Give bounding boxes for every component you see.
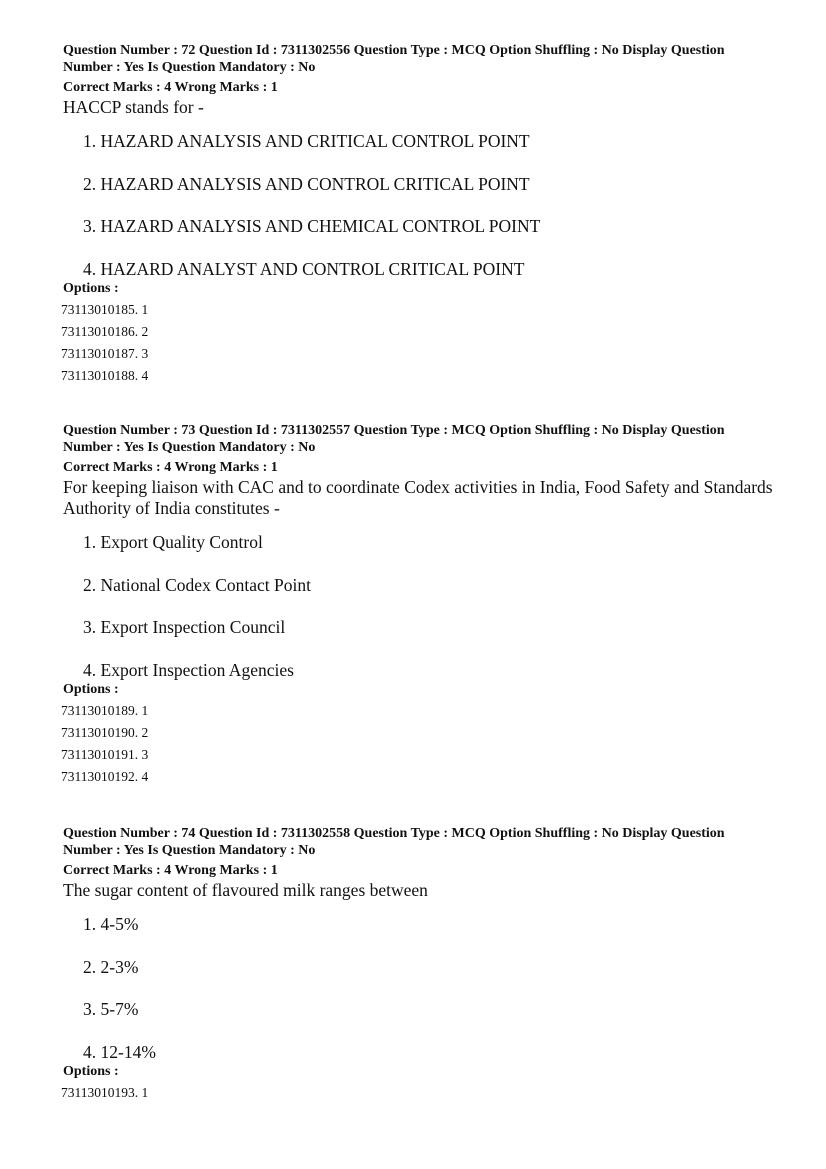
options-label: Options : bbox=[63, 1063, 119, 1079]
option-id-list bbox=[63, 703, 773, 785]
choice-item: 1. 4-5% bbox=[83, 914, 139, 934]
question-meta bbox=[63, 42, 773, 76]
question-marks: Correct Marks : 4 Wrong Marks : 1 bbox=[63, 80, 278, 95]
choice-item: 2. 2-3% bbox=[83, 956, 139, 977]
options-label: Options : bbox=[63, 681, 119, 697]
choice-item: 4. HAZARD ANALYST AND CONTROL CRITICAL POINT bbox=[83, 258, 525, 279]
option-id: 73113010186. 2 bbox=[61, 323, 149, 339]
question-marks: Correct Marks : 4 Wrong Marks : 1 bbox=[63, 863, 278, 878]
question-marks: Correct Marks : 4 Wrong Marks : 1 bbox=[63, 460, 278, 475]
choice-list bbox=[63, 131, 773, 280]
choice-item: 4. Export Inspection Agencies bbox=[83, 659, 294, 680]
option-id-list bbox=[63, 1085, 773, 1101]
question-meta-line2: Number : Yes Is Question Mandatory : No bbox=[63, 60, 316, 75]
option-id: 73113010190. 2 bbox=[61, 724, 149, 740]
choice-item: 2. National Codex Contact Point bbox=[83, 574, 311, 595]
question-meta-line1: Question Number : 73 Question Id : 7311302557 Question Type : MCQ Option Shuffling : No Display Question bbox=[63, 423, 725, 438]
choice-item: 3. HAZARD ANALYSIS AND CHEMICAL CONTROL POINT bbox=[83, 216, 541, 236]
question-meta-line1: Question Number : 74 Question Id : 7311302558 Question Type : MCQ Option Shuffling : No Display Question bbox=[63, 826, 725, 841]
question-text: For keeping liaison with CAC and to coordinate Codex activities in India, Food Safety and Standards Authority of India constitutes - bbox=[63, 477, 773, 518]
choice-item: 1. Export Quality Control bbox=[83, 532, 263, 552]
question-meta-line2: Number : Yes Is Question Mandatory : No bbox=[63, 440, 316, 455]
option-id: 73113010193. 1 bbox=[61, 1084, 149, 1100]
question-text: HACCP stands for - bbox=[63, 97, 204, 117]
choice-item: 2. HAZARD ANALYSIS AND CONTROL CRITICAL POINT bbox=[83, 173, 530, 194]
options-label: Options : bbox=[63, 280, 119, 296]
option-id: 73113010185. 1 bbox=[61, 301, 149, 317]
option-id: 73113010187. 3 bbox=[61, 345, 149, 361]
option-id: 73113010191. 3 bbox=[61, 746, 149, 762]
choice-list bbox=[63, 914, 773, 1063]
question-meta-line1: Question Number : 72 Question Id : 7311302556 Question Type : MCQ Option Shuffling : No Display Question bbox=[63, 43, 725, 58]
choice-item: 1. HAZARD ANALYSIS AND CRITICAL CONTROL POINT bbox=[83, 131, 530, 151]
choice-item: 4. 12-14% bbox=[83, 1041, 156, 1062]
choice-item: 3. 5-7% bbox=[83, 999, 139, 1019]
question-block-72 bbox=[63, 42, 773, 384]
choice-list bbox=[63, 532, 773, 681]
question-meta bbox=[63, 825, 773, 859]
option-id-list bbox=[63, 302, 773, 384]
option-id: 73113010192. 4 bbox=[61, 768, 149, 784]
question-text: The sugar content of flavoured milk ranges between bbox=[63, 880, 428, 900]
option-id: 73113010188. 4 bbox=[61, 367, 149, 383]
question-block-74 bbox=[63, 825, 773, 1101]
choice-item: 3. Export Inspection Council bbox=[83, 617, 286, 637]
question-meta-line2: Number : Yes Is Question Mandatory : No bbox=[63, 843, 316, 858]
question-meta bbox=[63, 422, 773, 456]
question-block-73 bbox=[63, 422, 773, 785]
option-id: 73113010189. 1 bbox=[61, 702, 149, 718]
